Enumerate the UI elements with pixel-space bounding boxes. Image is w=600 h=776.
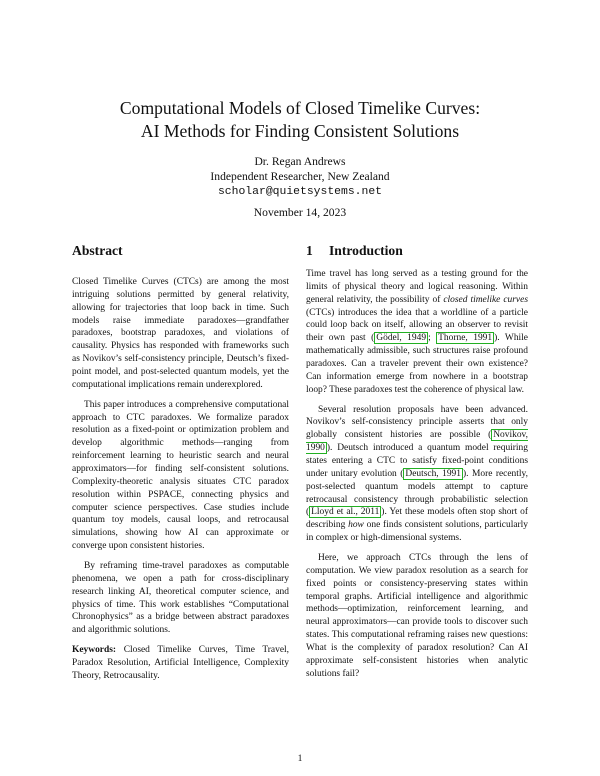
section-number: 1 bbox=[306, 243, 313, 258]
abstract-paragraph-2: This paper introduces a comprehensive computational approach to CTC paradoxes. We formalize paradox resolution as a fixed-point or optimization problem and develop algorithmic methods—ranging from reinforcement learning to heuristic search and neural approximators—for finding self-consistent solutions. Complexity-theoretic analysis situates CTC paradox resolution within PSPACE, connecting physics and computer science perspectives. Case studies include quantum toy models, causal loops, and retrocausal simulations, showing how AI can approximate or converge upon consistent histories. bbox=[72, 399, 289, 552]
text-run: ; bbox=[428, 333, 437, 344]
title-line-2: AI Methods for Finding Consistent Solutions bbox=[140, 121, 460, 141]
citation-link-godel[interactable]: Gödel, 1949 bbox=[376, 333, 427, 344]
intro-paragraph-2 bbox=[306, 404, 528, 545]
abstract-paragraph-3: By reframing time-travel paradoxes as computable phenomena, we open a path for cross-disciplinary research linking AI, theoretical computer science, and physics of time. This work establishes “Computational Chronophysics” as a bridge between abstract paradoxes and algorithmic solutions. bbox=[72, 561, 289, 636]
text-run: one finds consistent solutions, particularly in complex or high-dimensional systems. bbox=[306, 520, 528, 544]
title-line-1: Computational Models of Closed Timelike Curves: bbox=[119, 98, 481, 118]
citation-link-thorne[interactable]: Thorne, 1991 bbox=[438, 333, 493, 344]
text-run: ). More recently, post-selected quantum models attempt to capture retrocausal consistency through probabilistic selection ( bbox=[306, 468, 528, 518]
emphasis-text: how bbox=[348, 520, 364, 531]
citation-link-lloyd[interactable]: Lloyd et al., 2011 bbox=[311, 507, 380, 518]
citation-link-novikov[interactable]: Novikov, 1990 bbox=[306, 430, 528, 454]
right-column bbox=[306, 243, 528, 688]
page-number: 1 bbox=[297, 753, 303, 764]
left-column bbox=[72, 243, 289, 690]
author-email[interactable]: scholar@quietsystems.net bbox=[217, 185, 383, 198]
text-run: (CTCs) introduces the idea that a worldline of a particle could loop back on itself, allowing an observer to revisit their own past ( bbox=[306, 307, 528, 344]
text-run: ). While mathematically admissible, such structures raise profound paradoxes. Can a traveler prevent their own existence? Can information emerge from nowhere in a bootstrap loop? These paradoxes test the coherence of physical law. bbox=[306, 333, 528, 395]
paper-title bbox=[0, 97, 600, 143]
author-block bbox=[0, 154, 600, 200]
text-run: Time travel has long served as a testing ground for the limits of physical theory and logical reasoning. Within general relativity, the possibility of bbox=[306, 269, 528, 305]
paper-date: November 14, 2023 bbox=[253, 206, 347, 219]
citation-link-deutsch[interactable]: Deutsch, 1991 bbox=[405, 468, 461, 479]
abstract-heading: Abstract bbox=[72, 243, 123, 258]
text-run: ). Deutsch introduced a quantum model requiring states entering a CTC to satisfy fixed-point conditions under unitary evolution ( bbox=[306, 443, 528, 479]
author-name: Dr. Regan Andrews bbox=[254, 155, 346, 168]
keywords-label: Keywords: bbox=[72, 645, 117, 656]
abstract-paragraph-1: Closed Timelike Curves (CTCs) are among the most intriguing solutions permitted by general relativity, allowing for trajectories that loop back in time. Such models raise immediate paradoxes—grandfather paradoxes, bootstrap paradoxes, and violations of causality. Physics has responded with frameworks such as Novikov’s self-consistency principle, Deutsch’s fixed-point model, and post-selected quantum models, yet the computational implications remain underexplored. bbox=[72, 277, 289, 390]
text-run: Several resolution proposals have been advanced. Novikov’s self-consistency principle asserts that only globally consistent histories are possible ( bbox=[306, 404, 528, 441]
keywords-list: Closed Timelike Curves, Time Travel, Paradox Resolution, Artificial Intelligence, Complexity Theory, Retrocausality. bbox=[72, 645, 289, 681]
section-title: Introduction bbox=[329, 243, 403, 258]
emphasis-text: closed timelike curves bbox=[443, 294, 528, 305]
intro-paragraph-3: Here, we approach CTCs through the lens of computation. We view paradox resolution as a search for fixed points or consistency-preserving states within temporal graphs. Artificial intelligence and algorithmic methods—optimization, reinforcement learning, and neural approximators—can provide tools to discover such states. This computational reframing raises new questions: What is the complexity of paradox resolution? Can AI approximate self-consistent histories when analytic solutions fail? bbox=[306, 553, 528, 679]
keywords bbox=[72, 644, 289, 683]
author-affiliation: Independent Researcher, New Zealand bbox=[210, 170, 390, 184]
text-run: ). Yet these models often stop short of describing bbox=[306, 507, 528, 531]
introduction-heading bbox=[306, 243, 528, 259]
intro-paragraph-1 bbox=[306, 268, 528, 397]
